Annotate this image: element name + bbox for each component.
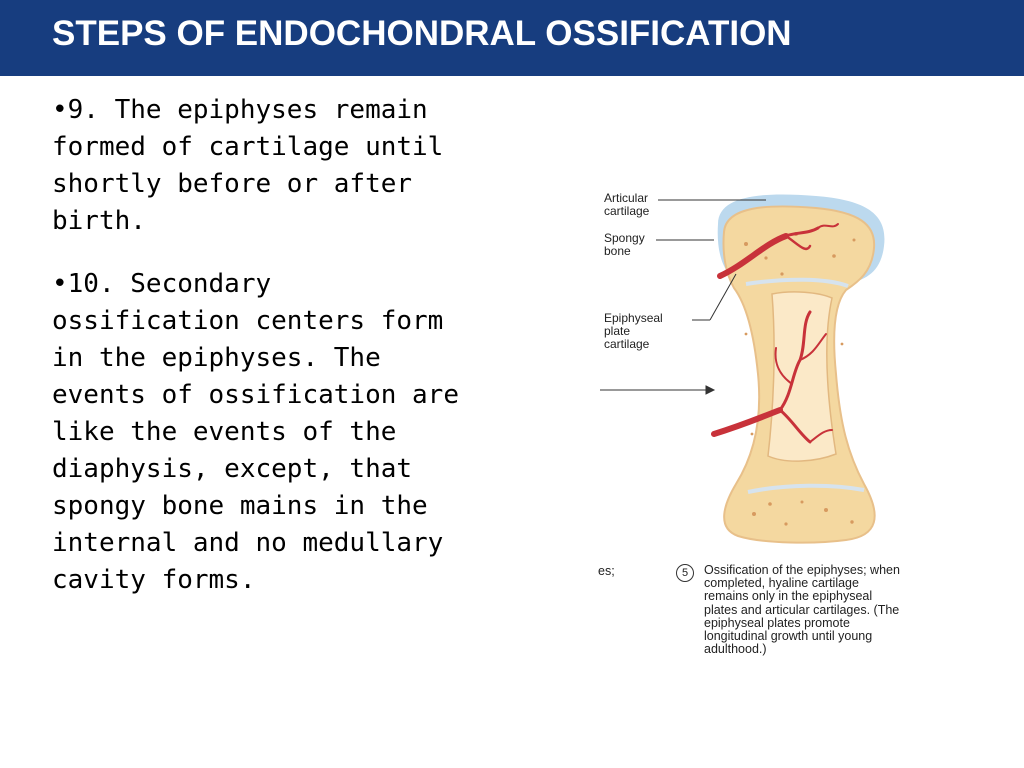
slide-title: STEPS OF ENDOCHONDRAL OSSIFICATION — [52, 14, 792, 53]
figure-caption: Ossification of the epiphyses; when completed, hyaline cartilage remains only in the epiphyseal plates and articular cartilages. (The epiphyseal plates promote longitudinal growth until young adulthood.) — [704, 563, 900, 657]
bullet-list — [52, 92, 472, 625]
previous-caption-fragment: es; — [598, 564, 615, 578]
label-epiphyseal-plate: Epiphyseal plate cartilage — [604, 311, 663, 351]
title-bar — [0, 0, 1024, 76]
label-articular-cartilage: Articular cartilage — [604, 191, 650, 218]
bullet-item-9: •9. The epiphyses remain formed of cartilage until shortly before or after birth. — [52, 95, 444, 236]
step-number-badge: 5 — [676, 564, 694, 582]
bullet-item-10: •10. Secondary ossification centers form in the epiphyses. The events of ossification are like the events of the diaphysis, except, that spongy bone mains in the internal and no medullary cavity forms. — [52, 269, 459, 595]
bone-diagram — [596, 184, 900, 704]
label-spongy-bone: Spongy bone — [604, 231, 645, 258]
